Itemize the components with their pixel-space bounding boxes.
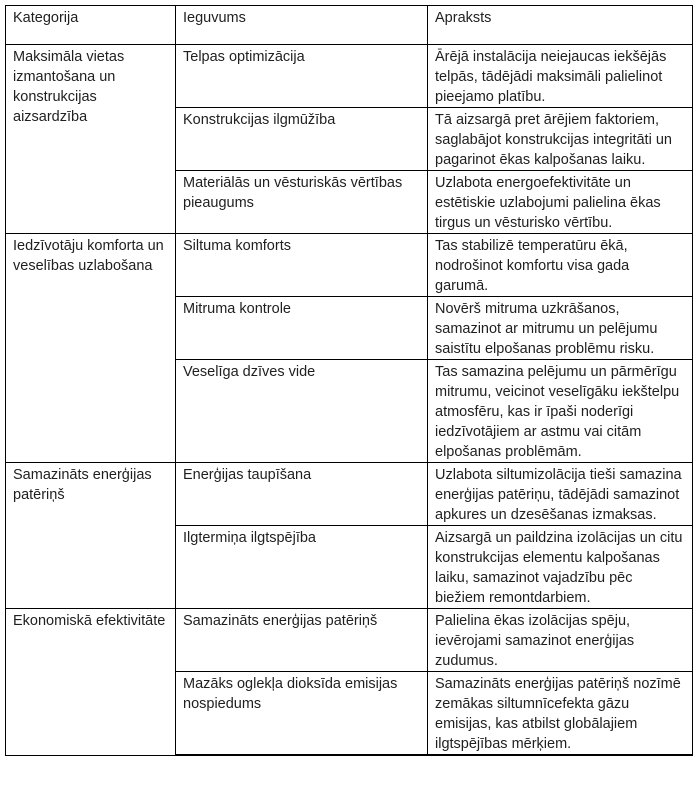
benefit-cell: Mazāks oglekļa dioksīda emisijas nospiedums [176, 672, 428, 756]
description-cell: Palielina ēkas izolācijas spēju, ievērojami samazinot enerģijas zudumus. [428, 609, 693, 672]
benefit-cell: Siltuma komforts [176, 234, 428, 297]
table-body [6, 45, 693, 756]
table-header [6, 6, 693, 45]
column-header-apraksts: Apraksts [428, 6, 693, 45]
table-row [6, 45, 693, 108]
description-cell: Ārējā instalācija neiejaucas iekšējās telpās, tādējādi maksimāli palielinot pieejamo platību. [428, 45, 693, 108]
description-cell: Aizsargā un paildzina izolācijas un citu konstrukcijas elementu kalpošanas laiku, samazinot vajadzību pēc biežiem remontdarbiem. [428, 526, 693, 609]
description-cell: Samazināts enerģijas patēriņš nozīmē zemākas siltumnīcefekta gāzu emisijas, kas atbilst globālajiem ilgtspējības mērķiem. [428, 672, 693, 756]
benefit-cell: Samazināts enerģijas patēriņš [176, 609, 428, 672]
benefit-cell: Materiālās un vēsturiskās vērtības pieaugums [176, 171, 428, 234]
table-row [6, 463, 693, 526]
description-cell: Tas stabilizē temperatūru ēkā, nodrošinot komfortu visa gada garumā. [428, 234, 693, 297]
benefits-table [5, 5, 693, 756]
description-cell: Uzlabota energoefektivitāte un estētiskie uzlabojumi palielina ēkas tirgus un vēsturisko vērtību. [428, 171, 693, 234]
table-row [6, 609, 693, 672]
benefit-cell: Enerģijas taupīšana [176, 463, 428, 526]
description-cell: Novērš mitruma uzkrāšanos, samazinot ar mitrumu un pelējumu saistītu elpošanas problēmu risku. [428, 297, 693, 360]
header-row [6, 6, 693, 45]
column-header-ieguvums: Ieguvums [176, 6, 428, 45]
description-cell: Tas samazina pelējumu un pārmērīgu mitrumu, veicinot veselīgāku iekštelpu atmosfēru, kas ir īpaši noderīgi iedzīvotājiem ar astmu vai citām elpošanas problēmām. [428, 360, 693, 463]
benefit-cell: Telpas optimizācija [176, 45, 428, 108]
category-cell: Samazināts enerģijas patēriņš [6, 463, 176, 609]
benefit-cell: Mitruma kontrole [176, 297, 428, 360]
benefit-cell: Ilgtermiņa ilgtspējība [176, 526, 428, 609]
table-row [6, 234, 693, 297]
benefit-cell: Veselīga dzīves vide [176, 360, 428, 463]
description-cell: Uzlabota siltumizolācija tieši samazina enerģijas patēriņu, tādējādi samazinot apkures un dzesēšanas izmaksas. [428, 463, 693, 526]
column-header-kategorija: Kategorija [6, 6, 176, 45]
category-cell: Maksimāla vietas izmantošana un konstrukcijas aizsardzība [6, 45, 176, 234]
category-cell: Iedzīvotāju komforta un veselības uzlabošana [6, 234, 176, 463]
category-cell: Ekonomiskā efektivitāte [6, 609, 176, 756]
description-cell: Tā aizsargā pret ārējiem faktoriem, saglabājot konstrukcijas integritāti un pagarinot ēkas kalpošanas laiku. [428, 108, 693, 171]
benefit-cell: Konstrukcijas ilgmūžība [176, 108, 428, 171]
